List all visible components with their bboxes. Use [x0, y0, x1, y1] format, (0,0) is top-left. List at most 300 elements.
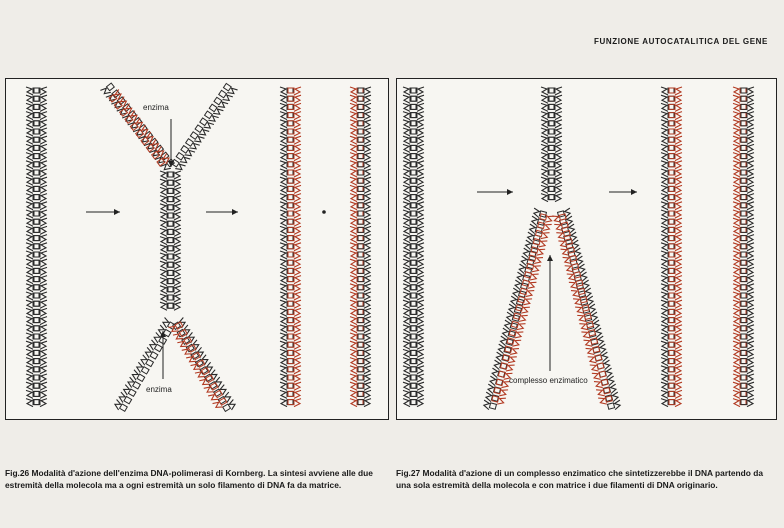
nucleotide	[507, 337, 522, 348]
nucleotide	[358, 333, 371, 341]
nucleotide	[411, 284, 424, 292]
nucleotide	[741, 177, 754, 185]
nucleotide	[669, 202, 682, 210]
nucleotide	[34, 366, 47, 374]
nucleotide	[549, 103, 562, 111]
nucleotide	[669, 153, 682, 161]
nucleotide	[218, 90, 233, 104]
nucleotide	[581, 329, 596, 340]
nucleotide	[34, 87, 47, 95]
nucleotide	[34, 103, 47, 111]
nucleotide	[411, 194, 424, 202]
nucleotide	[669, 267, 682, 275]
nucleotide	[358, 308, 371, 316]
nucleotide	[34, 341, 47, 349]
nucleotide	[34, 300, 47, 308]
nucleotide	[549, 185, 562, 193]
nucleotide	[288, 366, 301, 374]
nucleotide	[741, 144, 754, 152]
nucleotide	[358, 366, 371, 374]
nucleotide	[34, 202, 47, 210]
nucleotide	[34, 153, 47, 161]
nucleotide	[34, 185, 47, 193]
nucleotide	[669, 308, 682, 316]
nucleotide	[741, 317, 754, 325]
nucleotide	[669, 128, 682, 136]
running-head: FUNZIONE AUTOCATALITICA DEL GENE	[593, 37, 768, 46]
nucleotide	[669, 292, 682, 300]
figure-27-caption-text: Modalità d'azione di un complesso enzimatico che sintetizzerebbe il DNA partendo da una sola estremità della molecola e con matrice i due filamenti di DNA originario.	[396, 468, 763, 490]
nucleotide	[288, 185, 301, 193]
nucleotide	[669, 194, 682, 202]
nucleotide	[358, 251, 371, 259]
nucleotide	[741, 120, 754, 128]
nucleotide	[288, 218, 301, 226]
nucleotide	[168, 253, 181, 261]
nucleotide	[288, 87, 301, 95]
nucleotide	[358, 349, 371, 357]
nucleotide	[358, 194, 371, 202]
nucleotide	[411, 382, 424, 390]
arrow-right	[609, 189, 637, 195]
arrow-left	[477, 189, 513, 195]
nucleotide	[34, 95, 47, 103]
nucleotide	[34, 374, 47, 382]
nucleotide	[358, 226, 371, 234]
nucleotide	[411, 226, 424, 234]
nucleotide	[168, 228, 181, 236]
nucleotide	[288, 112, 301, 120]
nucleotide	[537, 221, 552, 232]
figure-26-diagram	[6, 79, 388, 419]
nucleotide	[411, 292, 424, 300]
enzyme-pointer-top	[168, 119, 174, 167]
nucleotide	[549, 95, 562, 103]
nucleotide	[34, 399, 47, 407]
nucleotide	[288, 177, 301, 185]
nucleotide	[411, 267, 424, 275]
nucleotide	[168, 261, 181, 269]
nucleotide	[34, 308, 47, 316]
nucleotide	[358, 169, 371, 177]
nucleotide	[741, 284, 754, 292]
nucleotide	[411, 399, 424, 407]
nucleotide	[34, 144, 47, 152]
nucleotide	[288, 251, 301, 259]
nucleotide	[358, 128, 371, 136]
nucleotide	[669, 120, 682, 128]
figure-26-caption	[5, 468, 389, 491]
nucleotide	[175, 152, 190, 166]
nucleotide	[669, 251, 682, 259]
nucleotide	[168, 179, 181, 187]
nucleotide	[549, 136, 562, 144]
nucleotide	[669, 325, 682, 333]
nucleotide	[741, 399, 754, 407]
nucleotide	[34, 251, 47, 259]
nucleotide	[411, 390, 424, 398]
nucleotide	[168, 187, 181, 195]
nucleotide	[741, 226, 754, 234]
nucleotide	[34, 218, 47, 226]
figure-27-diagram	[397, 79, 776, 419]
nucleotide	[288, 136, 301, 144]
nucleotide	[288, 226, 301, 234]
nucleotide	[358, 382, 371, 390]
nucleotide	[549, 120, 562, 128]
nucleotide	[669, 87, 682, 95]
nucleotide	[741, 251, 754, 259]
nucleotide	[288, 235, 301, 243]
lower-right-new-strand	[169, 321, 228, 410]
nucleotide	[411, 103, 424, 111]
nucleotide	[358, 144, 371, 152]
nucleotide	[669, 210, 682, 218]
nucleotide	[669, 341, 682, 349]
parent-duplex	[403, 87, 424, 407]
nucleotide	[741, 210, 754, 218]
nucleotide	[669, 161, 682, 169]
nucleotide	[741, 308, 754, 316]
nucleotide	[288, 349, 301, 357]
parent-duplex	[26, 87, 47, 407]
nucleotide	[168, 245, 181, 253]
nucleotide	[358, 177, 371, 185]
nucleotide	[669, 177, 682, 185]
nucleotide	[34, 161, 47, 169]
nucleotide	[184, 138, 199, 152]
nucleotide	[411, 300, 424, 308]
nucleotide	[411, 366, 424, 374]
figure-27-number: Fig.27	[396, 468, 421, 478]
nucleotide	[358, 267, 371, 275]
nucleotide	[669, 144, 682, 152]
nucleotide	[741, 112, 754, 120]
nucleotide	[741, 136, 754, 144]
nucleotide	[669, 284, 682, 292]
nucleotide	[288, 308, 301, 316]
nucleotide	[288, 276, 301, 284]
daughter-duplex-2	[350, 87, 371, 407]
dot	[322, 210, 326, 214]
nucleotide	[288, 144, 301, 152]
nucleotide	[669, 112, 682, 120]
nucleotide	[34, 210, 47, 218]
daughter-duplex-1	[661, 87, 682, 407]
nucleotide	[288, 120, 301, 128]
nucleotide	[34, 128, 47, 136]
nucleotide	[411, 87, 424, 95]
nucleotide	[741, 267, 754, 275]
nucleotide	[288, 325, 301, 333]
nucleotide	[669, 382, 682, 390]
nucleotide	[741, 103, 754, 111]
nucleotide	[741, 366, 754, 374]
nucleotide	[208, 103, 223, 117]
nucleotide	[549, 144, 562, 152]
nucleotide	[741, 185, 754, 193]
nucleotide	[358, 120, 371, 128]
nucleotide	[34, 259, 47, 267]
nucleotide	[288, 153, 301, 161]
nucleotide	[288, 128, 301, 136]
nucleotide	[168, 196, 181, 204]
nucleotide	[511, 320, 526, 331]
nucleotide	[168, 204, 181, 212]
nucleotide	[411, 276, 424, 284]
nucleotide	[358, 390, 371, 398]
nucleotide	[741, 358, 754, 366]
figure-27-caption	[396, 468, 778, 491]
nucleotide	[288, 399, 301, 407]
nucleotide	[34, 136, 47, 144]
nucleotide	[411, 243, 424, 251]
nucleotide	[168, 269, 181, 277]
nucleotide	[741, 390, 754, 398]
nucleotide	[669, 276, 682, 284]
nucleotide	[168, 286, 181, 294]
nucleotide	[741, 169, 754, 177]
nucleotide	[411, 112, 424, 120]
nucleotide	[411, 153, 424, 161]
nucleotide	[358, 374, 371, 382]
nucleotide	[669, 374, 682, 382]
nucleotide	[194, 124, 209, 138]
nucleotide	[168, 294, 181, 302]
nucleotide	[411, 308, 424, 316]
nucleotide	[741, 161, 754, 169]
nucleotide	[549, 112, 562, 120]
nucleotide	[741, 341, 754, 349]
fork-top-duplex	[541, 87, 562, 202]
nucleotide	[549, 194, 562, 202]
nucleotide	[669, 333, 682, 341]
nucleotide	[288, 341, 301, 349]
nucleotide	[288, 169, 301, 177]
nucleotide	[168, 278, 181, 286]
nucleotide	[669, 169, 682, 177]
nucleotide	[358, 210, 371, 218]
nucleotide	[669, 136, 682, 144]
nucleotide	[168, 212, 181, 220]
nucleotide	[34, 276, 47, 284]
nucleotide	[288, 267, 301, 275]
nucleotide	[549, 169, 562, 177]
nucleotide	[34, 120, 47, 128]
nucleotide	[358, 136, 371, 144]
figure-26-panel	[5, 78, 389, 420]
nucleotide	[168, 302, 181, 310]
nucleotide	[34, 358, 47, 366]
nucleotide	[669, 103, 682, 111]
nucleotide	[411, 144, 424, 152]
nucleotide	[411, 136, 424, 144]
nucleotide	[34, 292, 47, 300]
daughter-duplex-1	[280, 87, 301, 407]
nucleotide	[222, 83, 237, 97]
nucleotide	[741, 325, 754, 333]
nucleotide	[741, 349, 754, 357]
nucleotide	[288, 390, 301, 398]
nucleotide	[288, 243, 301, 251]
arrow-right	[206, 209, 238, 215]
upper-right-old-strand	[170, 83, 237, 173]
nucleotide	[411, 177, 424, 185]
nucleotide	[411, 161, 424, 169]
nucleotide	[411, 374, 424, 382]
nucleotide	[358, 358, 371, 366]
nucleotide	[288, 284, 301, 292]
nucleotide	[669, 226, 682, 234]
enzyme-complex-label: complesso enzimatico	[509, 376, 588, 385]
nucleotide	[741, 218, 754, 226]
nucleotide	[34, 267, 47, 275]
nucleotide	[411, 185, 424, 193]
nucleotide	[411, 251, 424, 259]
nucleotide	[669, 399, 682, 407]
nucleotide	[358, 87, 371, 95]
nucleotide	[288, 374, 301, 382]
nucleotide	[411, 235, 424, 243]
nucleotide	[411, 333, 424, 341]
nucleotide	[411, 95, 424, 103]
nucleotide	[168, 171, 181, 179]
nucleotide	[741, 300, 754, 308]
nucleotide	[358, 202, 371, 210]
nucleotide	[411, 210, 424, 218]
nucleotide	[669, 390, 682, 398]
nucleotide	[288, 259, 301, 267]
nucleotide	[288, 95, 301, 103]
nucleotide	[358, 341, 371, 349]
nucleotide	[741, 128, 754, 136]
nucleotide	[741, 292, 754, 300]
nucleotide	[535, 229, 550, 240]
nucleotide	[358, 399, 371, 407]
nucleotide	[358, 317, 371, 325]
nucleotide	[741, 243, 754, 251]
nucleotide	[172, 318, 187, 332]
nucleotide	[669, 235, 682, 243]
nucleotide	[34, 169, 47, 177]
nucleotide	[411, 169, 424, 177]
nucleotide	[34, 317, 47, 325]
nucleotide	[669, 358, 682, 366]
nucleotide	[34, 390, 47, 398]
nucleotide	[411, 259, 424, 267]
nucleotide	[741, 382, 754, 390]
nucleotide	[575, 304, 590, 315]
enzyme-label-bottom: enzima	[146, 385, 172, 394]
lower-left-old-strand	[113, 318, 176, 413]
nucleotide	[669, 243, 682, 251]
nucleotide	[411, 341, 424, 349]
daughter-duplex-2	[733, 87, 754, 407]
figure-26-caption-text: Modalità d'azione dell'enzima DNA-polimerasi di Kornberg. La sintesi avviene alle due estremità della molecola ma a ogni estremità un solo filamento di DNA fa da matrice.	[5, 468, 373, 490]
nucleotide	[741, 202, 754, 210]
nucleotide	[411, 358, 424, 366]
figure-26-number: Fig.26	[5, 468, 30, 478]
nucleotide	[669, 300, 682, 308]
nucleotide	[34, 243, 47, 251]
nucleotide	[358, 276, 371, 284]
nucleotide	[669, 95, 682, 103]
nucleotide	[539, 213, 554, 224]
nucleotide	[411, 120, 424, 128]
nucleotide	[34, 194, 47, 202]
nucleotide	[288, 382, 301, 390]
nucleotide	[741, 276, 754, 284]
enzyme-complex-pointer	[547, 255, 553, 371]
nucleotide	[34, 177, 47, 185]
middle-duplex	[160, 171, 181, 310]
nucleotide	[358, 259, 371, 267]
nucleotide	[358, 185, 371, 193]
nucleotide	[669, 259, 682, 267]
nucleotide	[669, 185, 682, 193]
nucleotide	[34, 333, 47, 341]
nucleotide	[358, 112, 371, 120]
nucleotide	[669, 366, 682, 374]
nucleotide	[358, 161, 371, 169]
nucleotide	[358, 95, 371, 103]
nucleotide	[741, 235, 754, 243]
nucleotide	[358, 325, 371, 333]
nucleotide	[168, 237, 181, 245]
nucleotide	[669, 218, 682, 226]
nucleotide	[549, 87, 562, 95]
nucleotide	[213, 96, 228, 110]
nucleotide	[34, 226, 47, 234]
nucleotide	[34, 325, 47, 333]
nucleotide	[411, 202, 424, 210]
nucleotide	[168, 220, 181, 228]
nucleotide	[288, 333, 301, 341]
nucleotide	[741, 153, 754, 161]
nucleotide	[288, 292, 301, 300]
nucleotide	[411, 317, 424, 325]
nucleotide	[358, 300, 371, 308]
nucleotide	[411, 128, 424, 136]
lower-right-old-strand	[172, 318, 237, 414]
nucleotide	[358, 284, 371, 292]
nucleotide	[288, 202, 301, 210]
nucleotide	[549, 177, 562, 185]
nucleotide	[358, 292, 371, 300]
nucleotide	[669, 317, 682, 325]
nucleotide	[549, 128, 562, 136]
nucleotide	[34, 349, 47, 357]
figure-27-panel	[396, 78, 777, 420]
nucleotide	[741, 87, 754, 95]
nucleotide	[358, 153, 371, 161]
nucleotide	[509, 329, 524, 340]
nucleotide	[288, 194, 301, 202]
nucleotide	[34, 284, 47, 292]
nucleotide	[741, 374, 754, 382]
nucleotide	[741, 95, 754, 103]
nucleotide	[288, 317, 301, 325]
nucleotide	[288, 210, 301, 218]
enzyme-label-top: enzima	[143, 103, 169, 112]
nucleotide	[741, 259, 754, 267]
nucleotide	[358, 103, 371, 111]
nucleotide	[549, 161, 562, 169]
nucleotide	[180, 145, 195, 159]
nucleotide	[189, 131, 204, 145]
nucleotide	[34, 112, 47, 120]
nucleotide	[199, 117, 214, 131]
